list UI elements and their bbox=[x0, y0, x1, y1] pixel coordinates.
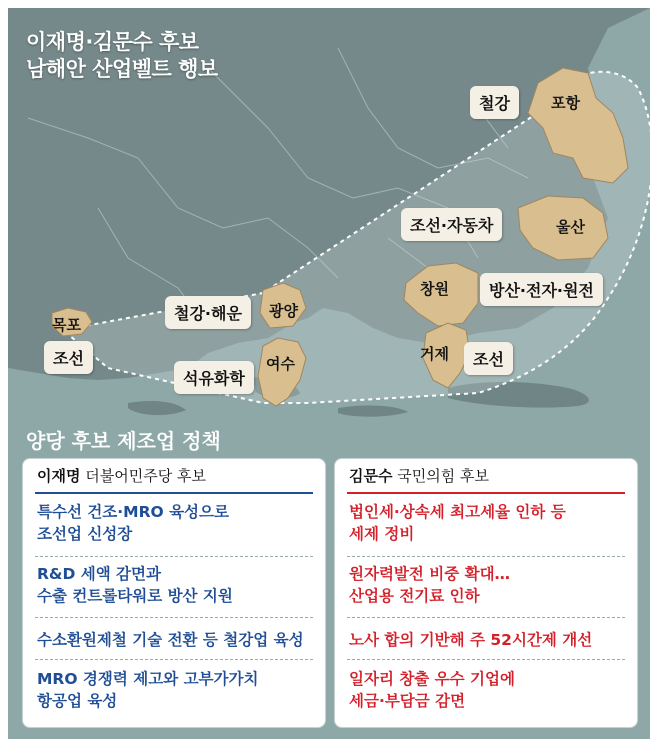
lee-party: 더불어민주당 후보 bbox=[85, 467, 206, 485]
lee-header bbox=[37, 465, 206, 486]
lee-policy-2-line2: 수출 컨트롤타워로 방산 지원 bbox=[37, 587, 233, 605]
lee-name: 이재명 bbox=[37, 467, 81, 485]
city-label-mokpo: 목포 bbox=[52, 316, 81, 334]
kim-policy-3 bbox=[349, 629, 625, 651]
section-title: 양당 후보 제조업 정책 bbox=[26, 429, 221, 453]
city-label-ulsan: 울산 bbox=[556, 218, 585, 236]
lee-policy-1 bbox=[37, 501, 313, 545]
divider bbox=[347, 617, 625, 618]
headline-line1: 이재명·김문수 후보 bbox=[26, 30, 199, 54]
kim-policy-2-line2: 산업용 전기료 인하 bbox=[349, 587, 480, 605]
lee-policy-4 bbox=[37, 668, 313, 712]
lee-policy-4-line2: 항공업 육성 bbox=[37, 692, 118, 710]
lee-policy-3-line1: 수소환원제철 기술 전환 등 철강업 육성 bbox=[37, 631, 304, 649]
kim-name: 김문수 bbox=[349, 467, 393, 485]
kim-policy-panel bbox=[334, 458, 638, 728]
industry-label-geoje: 조선 bbox=[464, 342, 513, 375]
map-area bbox=[8, 8, 650, 739]
industry-label-pohang: 철강 bbox=[470, 86, 519, 119]
kim-policy-4-line2: 세금·부담금 감면 bbox=[349, 692, 466, 710]
lee-policy-3 bbox=[37, 629, 313, 651]
kim-party: 국민의힘 후보 bbox=[397, 467, 489, 485]
lee-policy-2-line1: R&D 세액 감면과 bbox=[37, 565, 161, 583]
kim-policy-3-line1: 노사 합의 기반해 주 52시간제 개선 bbox=[349, 631, 593, 649]
divider bbox=[347, 556, 625, 557]
kim-header bbox=[349, 465, 489, 486]
kim-policy-4-line1: 일자리 창출 우수 기업에 bbox=[349, 670, 515, 688]
divider bbox=[35, 659, 313, 660]
lee-policy-1-line1: 특수선 건조·MRO 육성으로 bbox=[37, 503, 229, 521]
industry-label-yeosu: 석유화학 bbox=[174, 361, 254, 394]
kim-policy-2 bbox=[349, 563, 625, 607]
divider bbox=[35, 617, 313, 618]
lee-policy-1-line2: 조선업 신성장 bbox=[37, 525, 133, 543]
divider bbox=[35, 556, 313, 557]
lee-policy-4-line1: MRO 경쟁력 제고와 고부가가치 bbox=[37, 670, 259, 688]
lee-policy-2 bbox=[37, 563, 313, 607]
kim-policy-1-line1: 법인세·상속세 최고세율 인하 등 bbox=[349, 503, 566, 521]
kim-header-rule bbox=[347, 492, 625, 494]
industry-label-changwon: 방산·전자·원전 bbox=[480, 273, 603, 306]
kim-policy-1 bbox=[349, 501, 625, 545]
lee-policy-panel bbox=[22, 458, 326, 728]
city-label-yeosu: 여수 bbox=[266, 355, 295, 373]
headline-line2: 남해안 산업벨트 행보 bbox=[26, 57, 218, 81]
kim-policy-1-line2: 세제 정비 bbox=[349, 525, 415, 543]
kim-policy-2-line1: 원자력발전 비중 확대… bbox=[349, 565, 511, 583]
lee-header-rule bbox=[35, 492, 313, 494]
industry-label-ulsan: 조선·자동차 bbox=[401, 208, 502, 241]
city-label-changwon: 창원 bbox=[420, 280, 449, 298]
divider bbox=[347, 659, 625, 660]
kim-policy-4 bbox=[349, 668, 625, 712]
city-label-gwangyang: 광양 bbox=[269, 302, 298, 320]
city-label-geoje: 거제 bbox=[420, 345, 449, 363]
city-label-pohang: 포항 bbox=[551, 94, 580, 112]
industry-label-gwangyang: 철강·해운 bbox=[165, 296, 251, 329]
industry-label-mokpo: 조선 bbox=[44, 341, 93, 374]
